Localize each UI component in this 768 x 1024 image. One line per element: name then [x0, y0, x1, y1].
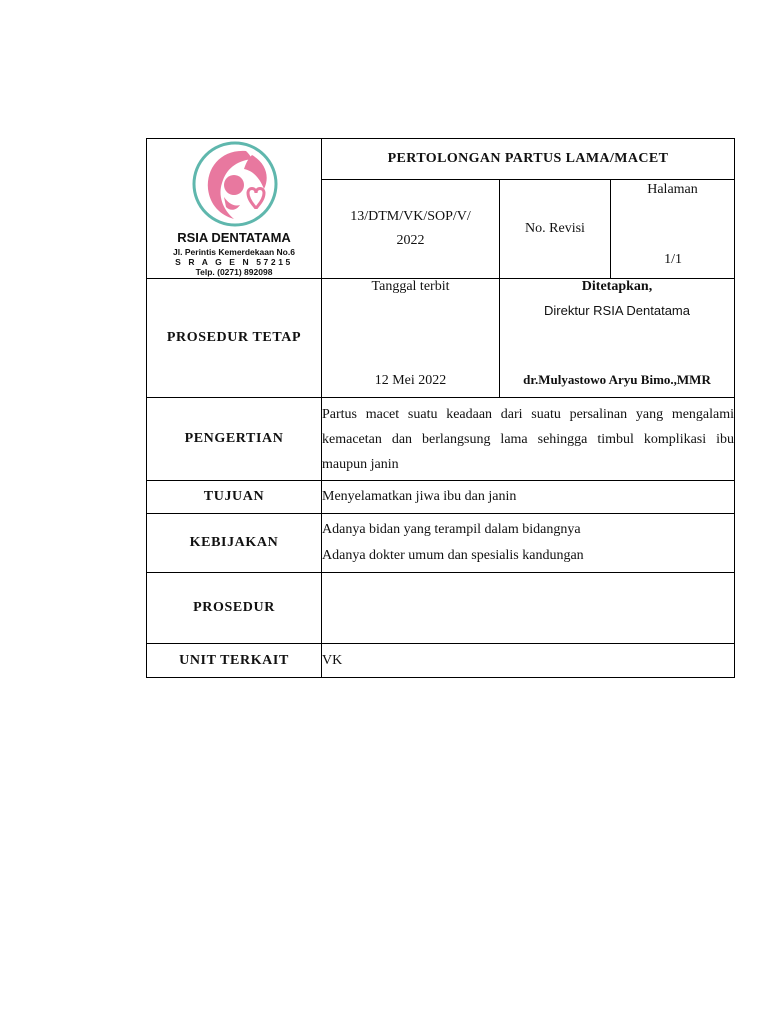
org-address	[147, 247, 321, 277]
kebijakan-line-1: Adanya bidan yang terampil dalam bidangnya	[322, 522, 581, 537]
org-name: RSIA DENTATAMA	[177, 230, 291, 245]
established-label: Ditetapkan,	[581, 279, 653, 294]
pengertian-text: Partus macet suatu keadaan dari suatu persalinan yang mengalami kemacetan dan berlangsung lama sehingga timbul komplikasi ibu maupun janin	[322, 398, 735, 481]
page-cell	[611, 180, 735, 279]
doc-number-line1: 13/DTM/VK/SOP/V/	[350, 209, 471, 225]
kebijakan-label: KEBIJAKAN	[147, 514, 322, 573]
issue-date-label: Tanggal terbit	[371, 279, 450, 294]
header-logo-cell	[147, 139, 322, 279]
page-label: Halaman	[647, 182, 698, 198]
pengertian-label: PENGERTIAN	[147, 398, 322, 481]
address-city: S R A G E N 57215	[175, 257, 293, 267]
tujuan-text: Menyelamatkan jiwa ibu dan janin	[322, 481, 735, 514]
issue-date-cell	[322, 279, 500, 398]
doc-number-line2: 2022	[396, 233, 425, 249]
unit-terkait-label: UNIT TERKAIT	[147, 644, 322, 678]
page-value: 1/1	[664, 252, 683, 268]
address-phone: Telp. (0271) 892098	[195, 267, 273, 277]
doc-number-cell	[322, 180, 500, 279]
issue-date-value: 12 Mei 2022	[374, 373, 447, 388]
kebijakan-cell	[322, 514, 735, 573]
procedure-label: PROSEDUR TETAP	[147, 279, 322, 398]
unit-terkait-text: VK	[322, 644, 735, 678]
kebijakan-line-2: Adanya dokter umum dan spesialis kandungan	[322, 548, 584, 563]
sop-document-table	[146, 138, 735, 678]
prosedur-label: PROSEDUR	[147, 573, 322, 644]
document-title: PERTOLONGAN PARTUS LAMA/MACET	[322, 139, 735, 180]
signature-cell	[500, 279, 735, 398]
signer-title: Direktur RSIA Dentatama	[544, 303, 690, 318]
signer-name: dr.Mulyastowo Aryu Bimo.,MMR	[523, 372, 711, 387]
tujuan-label: TUJUAN	[147, 481, 322, 514]
revision-label: No. Revisi	[500, 180, 611, 279]
address-street: Jl. Perintis Kemerdekaan No.6	[173, 247, 295, 257]
mother-child-logo-icon	[192, 141, 278, 227]
prosedur-text	[322, 573, 735, 644]
